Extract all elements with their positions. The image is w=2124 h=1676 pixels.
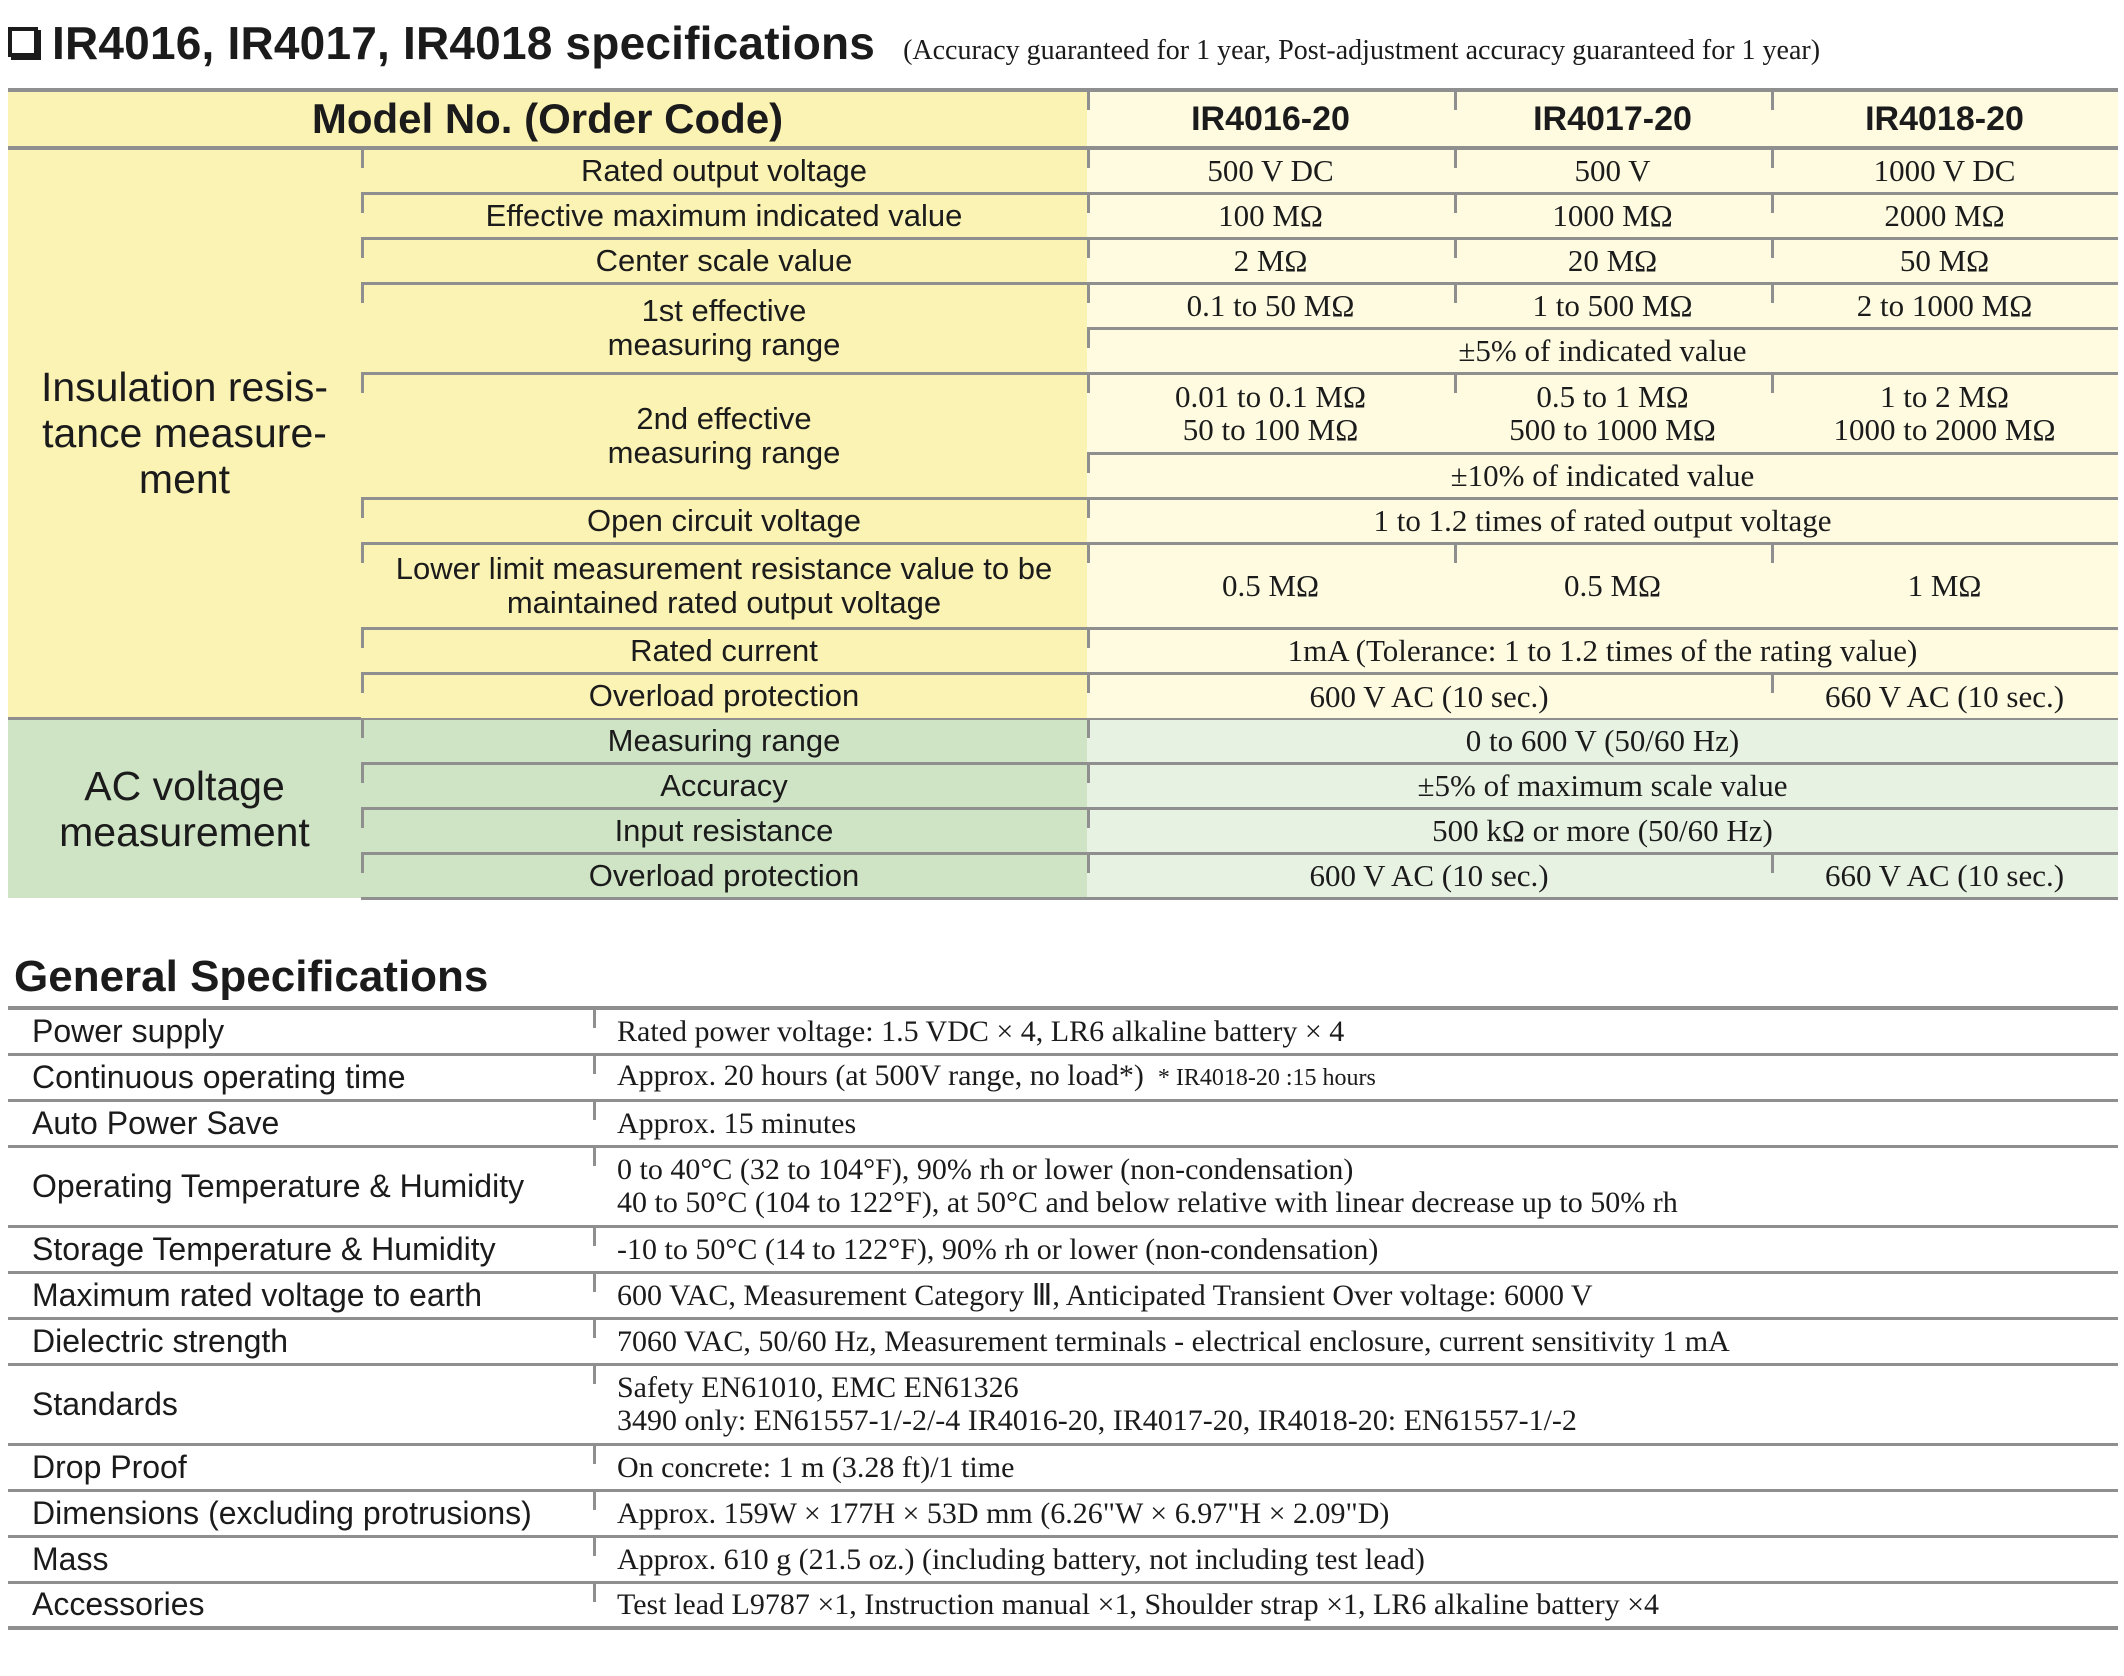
row-label: Dimensions (excluding protrusions): [8, 1490, 593, 1536]
header-model-3: IR4018-20: [1771, 90, 2118, 148]
value-line: 500 to 1000 MΩ: [1509, 412, 1716, 447]
cell-value: 2 to 1000 MΩ: [1771, 283, 2118, 328]
cell-value: -10 to 50°C (14 to 122°F), 90% rh or lower (non-condensation): [593, 1226, 2118, 1272]
cell-value: Approx. 159W × 177H × 53D mm (6.26"W × 6.97"H × 2.09"D): [593, 1490, 2118, 1536]
cell-value: 2 MΩ: [1087, 238, 1454, 283]
row-label-line: Lower limit measurement resistance value to be: [395, 550, 1053, 586]
cell-value: 600 V AC (10 sec.): [1087, 673, 1771, 718]
header-model-label: Model No. (Order Code): [8, 90, 1087, 148]
table-row: [8, 1582, 2118, 1628]
header-model-2: IR4017-20: [1454, 90, 1771, 148]
row-label: Auto Power Save: [8, 1100, 593, 1146]
table-row: [8, 1364, 2118, 1444]
row-label-line: measuring range: [607, 434, 841, 470]
value-note: * IR4018-20 :15 hours: [1157, 1065, 1376, 1091]
row-label: Standards: [8, 1364, 593, 1444]
table-row: [8, 1318, 2118, 1364]
cell-value: 600 V AC (10 sec.): [1087, 853, 1771, 898]
cell-value: 0.5 MΩ: [1087, 543, 1454, 628]
row-label: Overload protection: [361, 673, 1087, 718]
row-label: Effective maximum indicated value: [361, 193, 1087, 238]
row-label: Storage Temperature & Humidity: [8, 1226, 593, 1272]
value-line: 0 to 40°C (32 to 104°F), 90% rh or lower (non-condensation): [617, 1153, 1354, 1186]
cell-value: On concrete: 1 m (3.28 ft)/1 time: [593, 1444, 2118, 1490]
table-row: [8, 1146, 2118, 1226]
cell-value: [593, 1364, 2118, 1444]
cell-value: 660 V AC (10 sec.): [1771, 673, 2118, 718]
title-main: IR4016, IR4017, IR4018 specifications: [52, 17, 876, 69]
cell-value: ±5% of indicated value: [1087, 328, 2118, 373]
row-label: Open circuit voltage: [361, 498, 1087, 543]
table-row: [8, 1444, 2118, 1490]
row-label: Operating Temperature & Humidity: [8, 1146, 593, 1226]
cell-value: 600 VAC, Measurement Category Ⅲ, Anticipated Transient Over voltage: 6000 V: [593, 1272, 2118, 1318]
cell-value: 1 MΩ: [1771, 543, 2118, 628]
cell-value: 2000 MΩ: [1771, 193, 2118, 238]
row-label: Center scale value: [361, 238, 1087, 283]
cell-value: [1771, 373, 2118, 453]
cell-value: 1 to 500 MΩ: [1454, 283, 1771, 328]
title-note: (Accuracy guaranteed for 1 year, Post-adjustment accuracy guaranteed for 1 year): [903, 35, 1821, 66]
specifications-table: [8, 88, 2118, 900]
row-label: Rated current: [361, 628, 1087, 673]
table-row: [8, 1536, 2118, 1582]
category-line: measurement: [59, 808, 310, 855]
row-label-line: maintained rated output voltage: [506, 584, 942, 620]
cell-value: 50 MΩ: [1771, 238, 2118, 283]
cell-value: Test lead L9787 ×1, Instruction manual ×1, Shoulder strap ×1, LR6 alkaline battery ×4: [593, 1582, 2118, 1628]
row-label: [361, 283, 1087, 373]
table-row: [8, 148, 2118, 193]
category-line: AC voltage: [84, 762, 285, 809]
header-model-1: IR4016-20: [1087, 90, 1454, 148]
row-label: Rated output voltage: [361, 148, 1087, 193]
cell-value: 20 MΩ: [1454, 238, 1771, 283]
general-specifications-title: General Specifications: [14, 952, 489, 1001]
cell-value: 1000 MΩ: [1454, 193, 1771, 238]
value-line: 40 to 50°C (104 to 122°F), at 50°C and below relative with linear decrease up to 50% rh: [617, 1186, 1678, 1219]
value-line: 0.01 to 0.1 MΩ: [1175, 379, 1366, 414]
cell-value: 660 V AC (10 sec.): [1771, 853, 2118, 898]
cell-value: 100 MΩ: [1087, 193, 1454, 238]
row-label: [361, 373, 1087, 498]
table-row: [8, 1490, 2118, 1536]
cell-value: 7060 VAC, 50/60 Hz, Measurement terminals - electrical enclosure, current sensitivity 1 mA: [593, 1318, 2118, 1364]
row-label-line: 2nd effective: [636, 400, 812, 436]
category-insulation: [8, 148, 361, 718]
table-row: [8, 1054, 2118, 1100]
cell-value: Approx. 15 minutes: [593, 1100, 2118, 1146]
value-text: Approx. 20 hours (at 500V range, no load*): [617, 1059, 1144, 1092]
cell-value: Approx. 610 g (21.5 oz.) (including battery, not including test lead): [593, 1536, 2118, 1582]
checkbox-square-icon: [8, 27, 38, 57]
value-line: 0.5 to 1 MΩ: [1536, 379, 1689, 414]
category-line: tance measure-: [42, 410, 327, 457]
table-row: [8, 1226, 2118, 1272]
cell-value: 0 to 600 V (50/60 Hz): [1087, 718, 2118, 763]
cell-value: [1087, 373, 1454, 453]
value-line: 50 to 100 MΩ: [1182, 412, 1359, 447]
category-line: Insulation resis-: [40, 364, 329, 411]
row-label: Input resistance: [361, 808, 1087, 853]
value-line: 3490 only: EN61557-1/-2/-4 IR4016-20, IR4017-20, IR4018-20: EN61557-1/-2: [617, 1404, 1577, 1437]
row-label: Maximum rated voltage to earth: [8, 1272, 593, 1318]
row-label: Overload protection: [361, 853, 1087, 898]
cell-value: 1 to 1.2 times of rated output voltage: [1087, 498, 2118, 543]
cell-value: 1000 V DC: [1771, 148, 2118, 193]
table-row: [8, 1008, 2118, 1054]
row-label: Power supply: [8, 1008, 593, 1054]
row-label: Drop Proof: [8, 1444, 593, 1490]
page-title: [8, 16, 1820, 76]
cell-value: [593, 1146, 2118, 1226]
row-label-line: measuring range: [607, 327, 841, 362]
table-row: [8, 718, 2118, 763]
row-label: Measuring range: [361, 718, 1087, 763]
cell-value: 500 kΩ or more (50/60 Hz): [1087, 808, 2118, 853]
table-row: [8, 1100, 2118, 1146]
category-ac-voltage: [8, 718, 361, 898]
value-line: 1000 to 2000 MΩ: [1833, 412, 2056, 447]
cell-value: 500 V DC: [1087, 148, 1454, 193]
value-line: Safety EN61010, EMC EN61326: [617, 1371, 1019, 1404]
table-header-row: [8, 90, 2118, 148]
cell-value: [1454, 373, 1771, 453]
row-label-line: 1st effective: [641, 293, 807, 328]
row-label: Dielectric strength: [8, 1318, 593, 1364]
cell-value: 0.5 MΩ: [1454, 543, 1771, 628]
cell-value: ±5% of maximum scale value: [1087, 763, 2118, 808]
cell-value: 500 V: [1454, 148, 1771, 193]
cell-value: ±10% of indicated value: [1087, 453, 2118, 498]
cell-value: 1mA (Tolerance: 1 to 1.2 times of the rating value): [1087, 628, 2118, 673]
cell-value: 0.1 to 50 MΩ: [1087, 283, 1454, 328]
cell-value: Rated power voltage: 1.5 VDC × 4, LR6 alkaline battery × 4: [593, 1008, 2118, 1054]
row-label: Mass: [8, 1536, 593, 1582]
row-label: [361, 543, 1087, 628]
value-line: 1 to 2 MΩ: [1880, 379, 2009, 414]
row-label: Accessories: [8, 1582, 593, 1628]
cell-value: [593, 1054, 2118, 1100]
table-row: [8, 1272, 2118, 1318]
category-line: ment: [138, 456, 231, 503]
general-specifications-table: [8, 1006, 2118, 1630]
row-label: Accuracy: [361, 763, 1087, 808]
row-label: Continuous operating time: [8, 1054, 593, 1100]
